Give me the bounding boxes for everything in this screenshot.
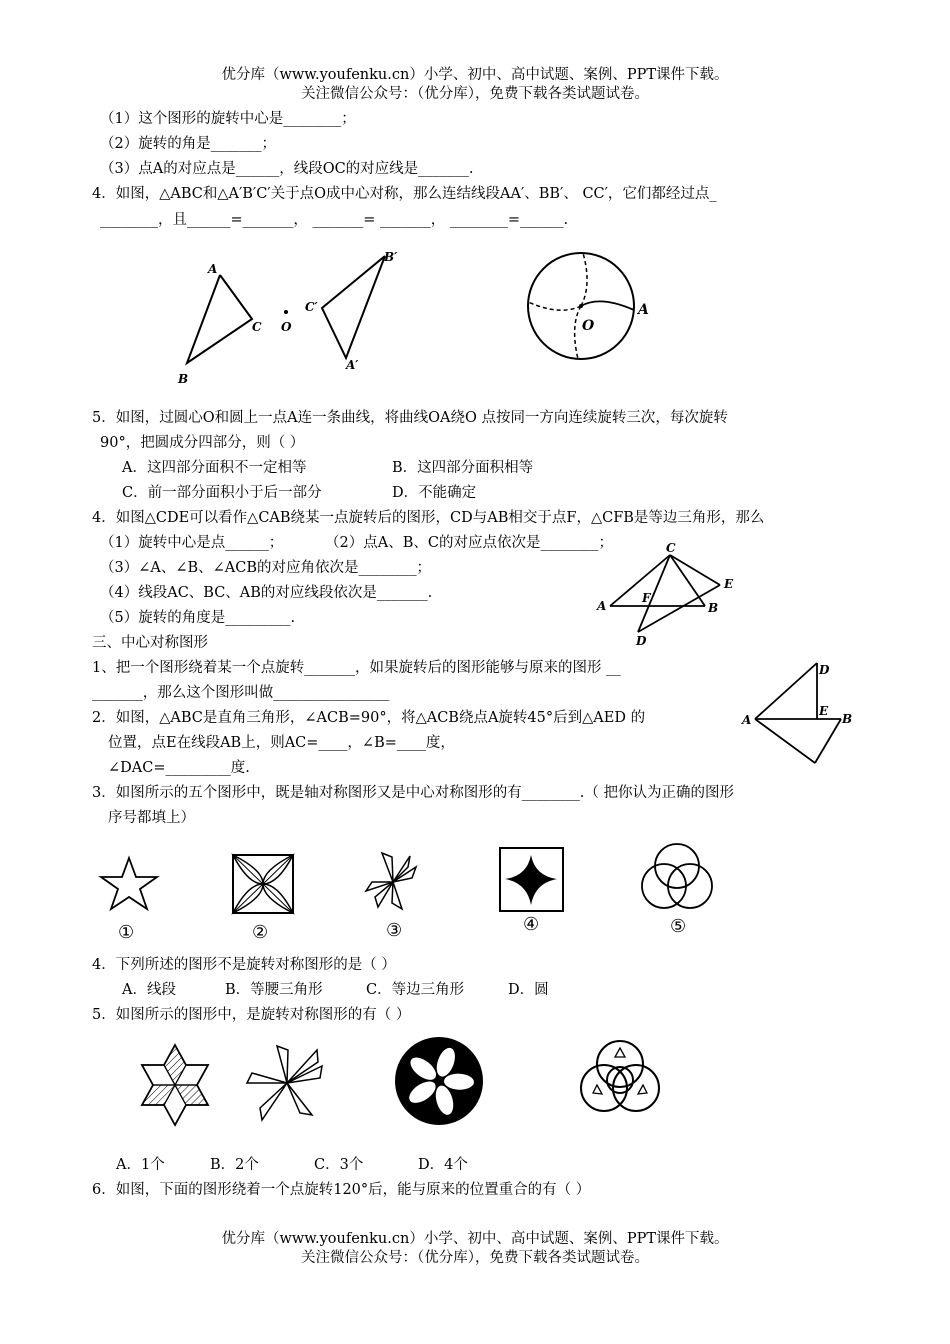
question-line: 5．如图所示的图形中，是旋转对称图形的有（ ） (92, 1007, 411, 1023)
label-b: B (842, 712, 853, 726)
question-line: 4．如图，△ABC和△A′B′C′关于点O成中心对称，那么连结线段AA′、BB′、 CC′，它们都经过点_ (92, 186, 717, 202)
label-f: F (642, 591, 651, 605)
option-a: A．线段 (122, 982, 176, 998)
question-line: （3）∠A、∠B、∠ACB的对应角依次是________； (100, 560, 432, 576)
question-line: 位置，点E在线段AB上，则AC=____，∠B=____度， (108, 735, 455, 751)
question-line: 4．下列所述的图形不是旋转对称图形的是（ ） (92, 957, 396, 973)
question-line: 3．如图所示的五个图形中，既是轴对称图形又是中心对称图形的有________.（ 把你认为正确的图形 (92, 785, 734, 801)
question-line: （3）点A的对应点是______，线段OC的对应线是_______. (100, 161, 474, 177)
question-line: （1）这个图形的旋转中心是________； (100, 111, 356, 127)
header-line-1: 优分库（www.youfenku.cn）小学、初中、高中试题、案例、PPT课件下载。 (221, 67, 729, 83)
shape-number-2: ② (252, 922, 269, 943)
question-line: （5）旋转的角度是_________. (100, 610, 296, 626)
label-c: C (666, 541, 676, 555)
question-line: ∠DAC=_________度. (108, 760, 250, 776)
option-c: C．3个 (314, 1157, 364, 1173)
question-line: （1）旋转中心是点______； (100, 535, 284, 551)
label-b-prime: B′ (384, 250, 398, 264)
option-b: B．这四部分面积相等 (392, 460, 534, 476)
question-line: 5．如图，过圆心O和圆上一点A连一条曲线，将曲线OA绕O 点按同一方向连续旋转三次，每次旋转 (92, 410, 728, 426)
label-a: A (638, 302, 649, 318)
label-c-prime: C′ (305, 300, 318, 314)
label-e: E (724, 577, 734, 591)
hatched-star-shape (135, 1040, 215, 1130)
question-line: ________，且______=_______， _______= _______， ________=______. (100, 212, 569, 228)
label-a: A (208, 262, 218, 276)
question-line: 6．如图，下面的图形绕着一个点旋转120°后，能与原来的位置重合的有（ ） (92, 1182, 591, 1198)
label-e: E (819, 704, 829, 718)
question-line: 序号都填上） (108, 810, 195, 826)
label-d: D (819, 663, 830, 677)
section-title: 三、中心对称图形 (92, 635, 208, 651)
question-line: 1、把一个图形绕着某一个点旋转_______，如果旋转后的图形能够与原来的图形 __ (92, 660, 621, 676)
option-d: D．不能确定 (392, 485, 477, 501)
option-b: B．2个 (210, 1157, 259, 1173)
question-line: （4）线段AC、BC、AB的对应线段依次是_______. (100, 585, 433, 601)
six-blade-pinwheel-shape (242, 1038, 332, 1128)
symmetric-triangles-figure (170, 245, 410, 395)
shape-number-5: ⑤ (670, 916, 687, 937)
question-line: 90°，把圆成分四部分，则（ ） (100, 435, 305, 451)
option-b: B．等腰三角形 (225, 982, 323, 998)
shape-number-3: ③ (386, 920, 403, 941)
label-o: O (582, 318, 595, 334)
flower-disc-shape (393, 1035, 488, 1130)
square-petals-shape (228, 850, 298, 920)
label-o: O (281, 320, 292, 334)
option-a: A．1个 (116, 1157, 165, 1173)
question-line: （2）旋转的角是_______； (100, 136, 276, 152)
square-star-shape (495, 845, 570, 915)
label-a-prime: A′ (346, 358, 359, 372)
pinwheel-shape (358, 845, 428, 915)
right-triangle-aed-figure (735, 660, 865, 775)
question-line: 4．如图△CDE可以看作△CAB绕某一点旋转后的图形，CD与AB相交于点F，△CFB是等边三角形，那么 (92, 510, 765, 526)
option-a: A．这四部分面积不一定相等 (122, 460, 307, 476)
footer-line-1: 优分库（www.youfenku.cn）小学、初中、高中试题、案例、PPT课件下载。 (221, 1231, 729, 1247)
question-line: 2．如图，△ABC是直角三角形，∠ACB=90°，将△ACB绕点A旋转45°后到△AED 的 (92, 710, 646, 726)
three-circles-shape (630, 840, 725, 920)
label-a: A (597, 599, 607, 613)
label-b: B (708, 601, 719, 615)
header-line-2: 关注微信公众号：（优分库），免费下载各类试题试卷。 (301, 86, 649, 102)
footer-line-2: 关注微信公众号：（优分库），免费下载各类试题试卷。 (301, 1250, 649, 1266)
shape-number-1: ① (118, 922, 135, 943)
question-line: _______，那么这个图形叫做________________ (92, 685, 390, 701)
option-d: D．4个 (418, 1157, 468, 1173)
label-c: C (252, 320, 262, 334)
label-b: B (178, 372, 189, 386)
option-c: C．等边三角形 (366, 982, 465, 998)
option-c: C．前一部分面积小于后一部分 (122, 485, 322, 501)
label-a: A (742, 713, 752, 727)
rotated-triangle-cde-figure (590, 540, 750, 650)
star-shape (95, 845, 165, 915)
shape-number-4: ④ (523, 914, 540, 935)
label-d: D (636, 634, 647, 648)
divided-circle-figure (520, 250, 660, 370)
option-d: D．圆 (508, 982, 549, 998)
question-line: （2）点A、B、C的对应点依次是________； (325, 535, 613, 551)
triquetra-shape (570, 1030, 670, 1120)
